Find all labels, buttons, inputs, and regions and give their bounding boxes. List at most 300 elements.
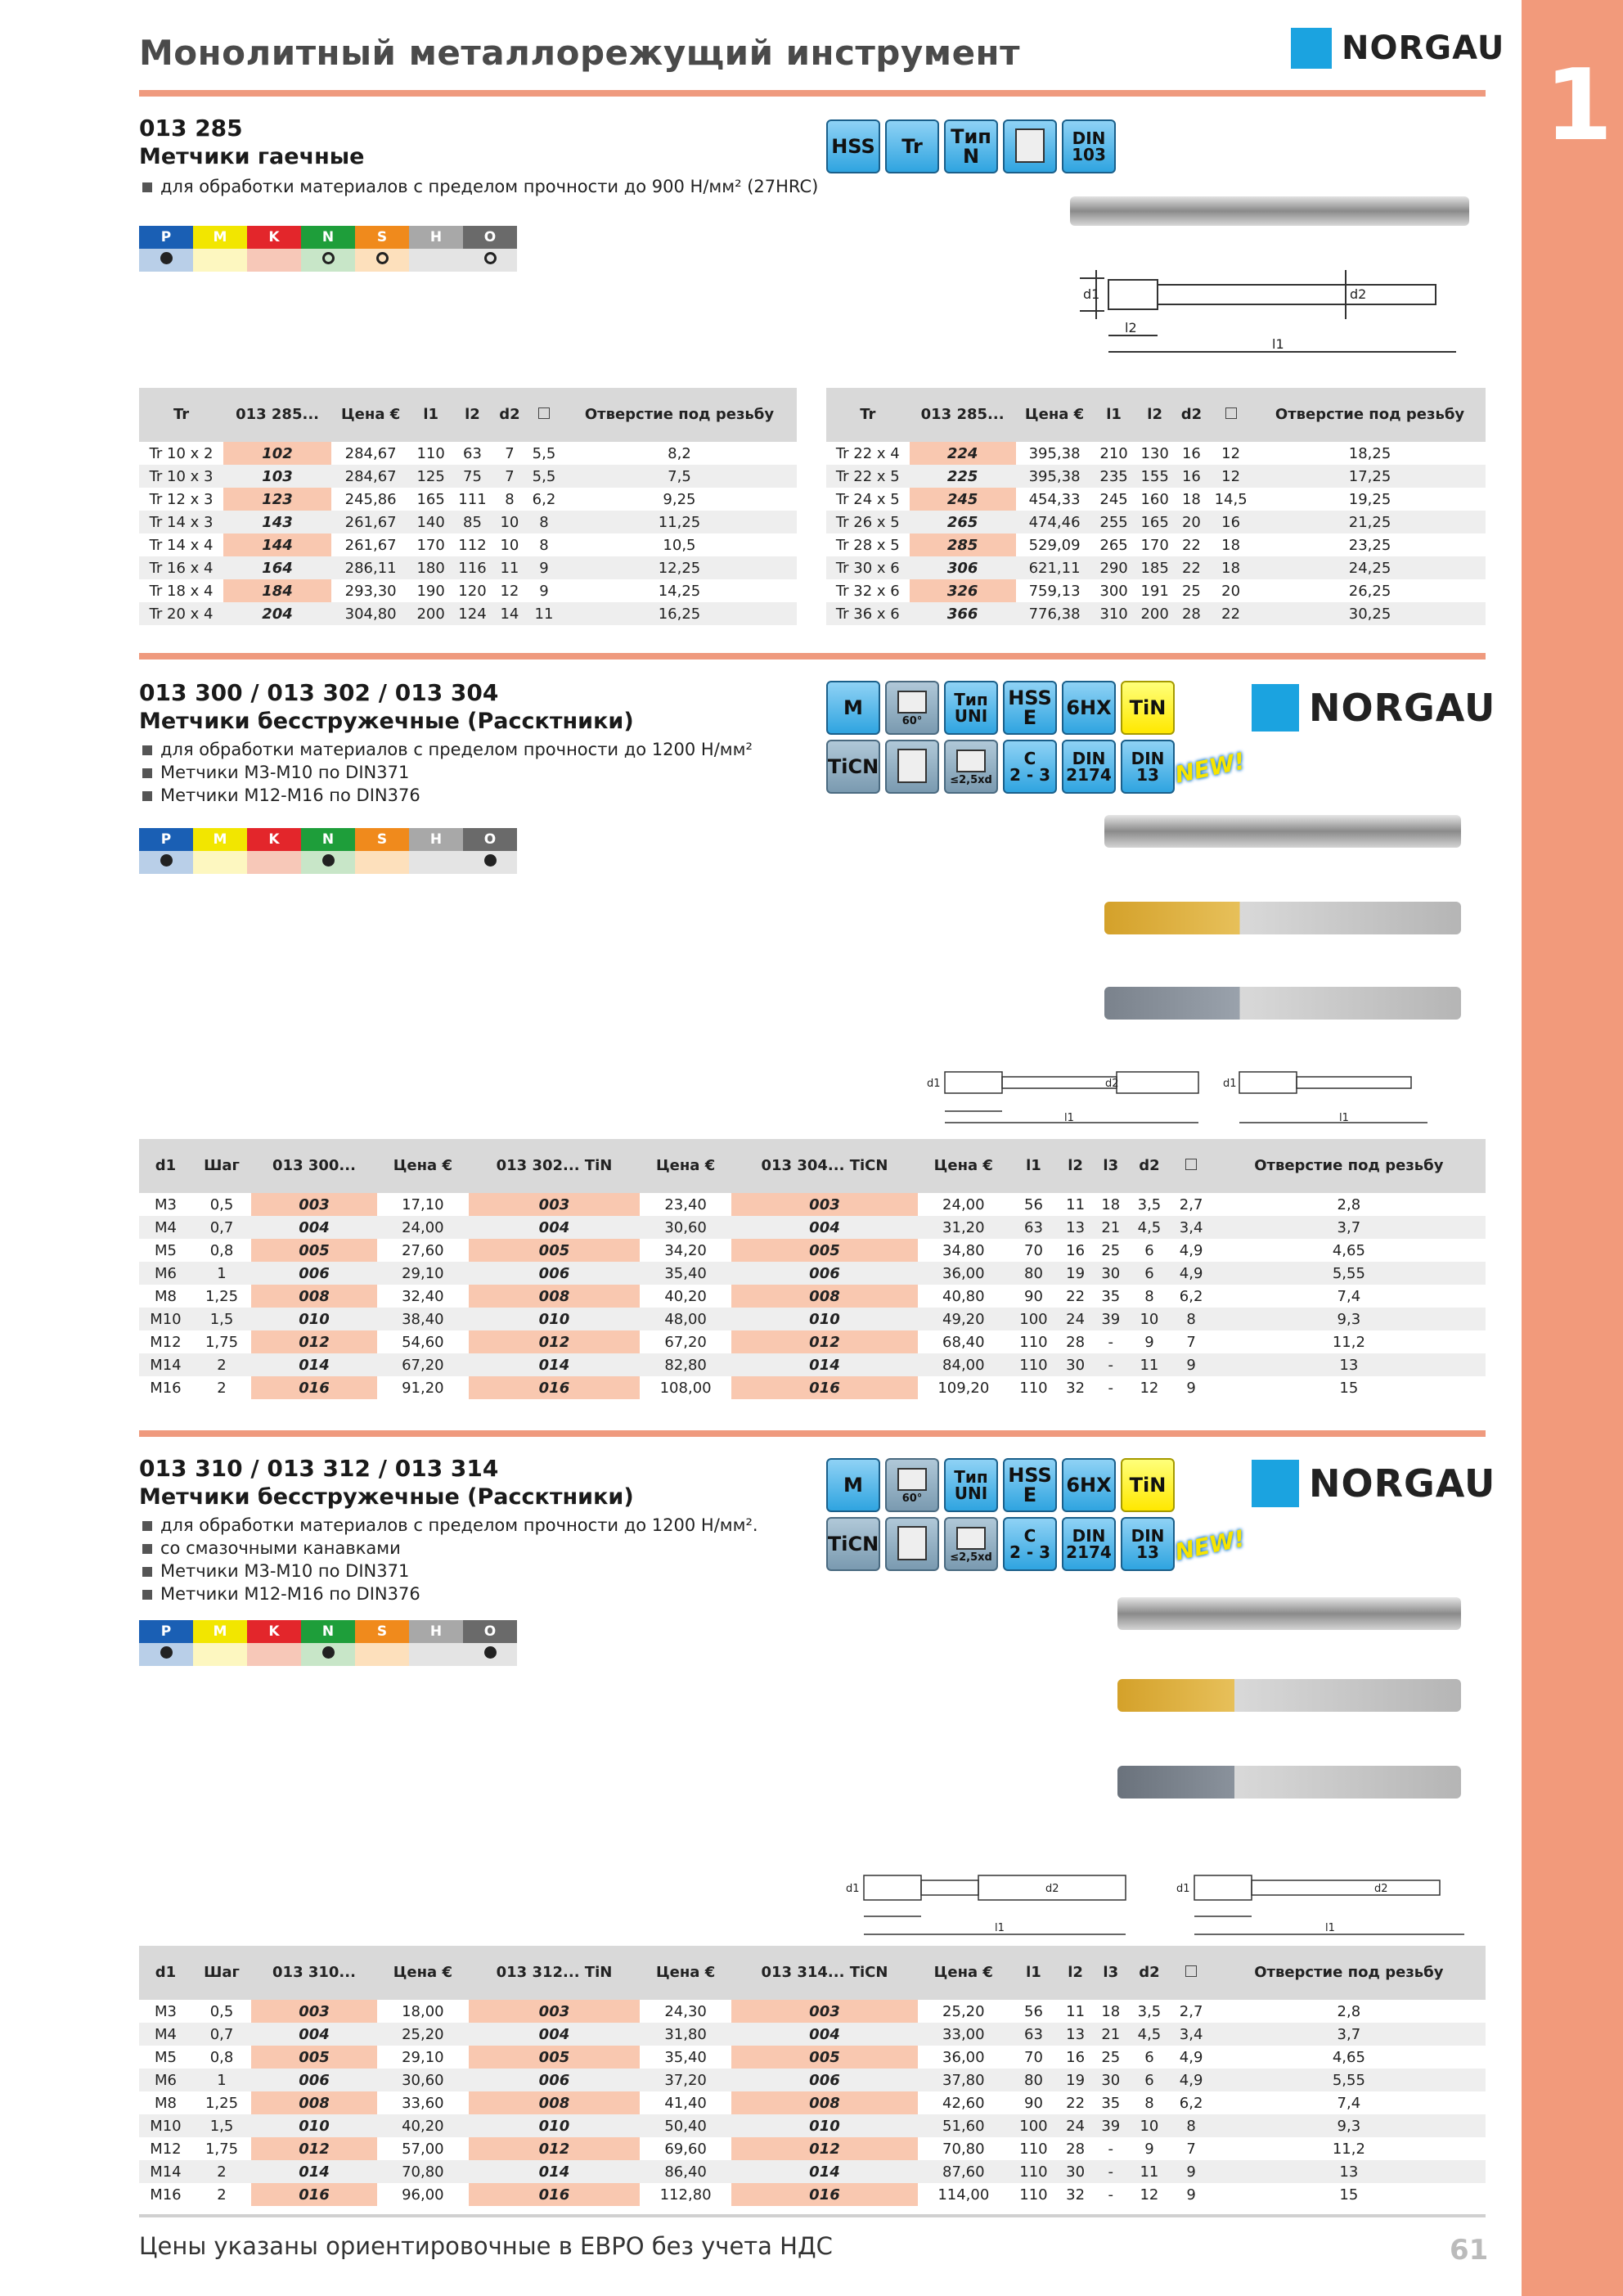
column-header: d2 [1128, 1139, 1170, 1193]
table-cell: 18,00 [402, 2002, 444, 2020]
table-cell: 7 [505, 444, 515, 462]
tool-photo-ticn [1104, 987, 1461, 1020]
table-cell: 57,00 [402, 2140, 444, 2158]
table-cell: M3 [154, 1195, 177, 1213]
feature-badge [944, 740, 998, 794]
table-cell: 5,5 [532, 444, 556, 462]
column-header: Шаг [192, 1139, 251, 1193]
feature-badge [826, 740, 880, 794]
article-code: 014 [251, 1353, 377, 1376]
badge-text: E [1023, 706, 1037, 729]
table-cell: 110 [1019, 1333, 1048, 1351]
badge-text: 60° [901, 715, 923, 727]
column-header: l1 [1094, 388, 1135, 442]
column-header: Цена € [377, 1946, 469, 2000]
table-cell: 17,10 [402, 1195, 444, 1213]
table-cell: M4 [139, 2023, 192, 2046]
article-code: 012 [251, 1330, 377, 1353]
table-cell: 31,20 [918, 1216, 1009, 1239]
table-cell: 22 [1066, 1287, 1086, 1305]
article-code: 004 [469, 2023, 640, 2046]
table-row [139, 465, 797, 488]
column-header: d2 [493, 388, 526, 442]
table-cell: 4,5 [1128, 1216, 1170, 1239]
tool-photo-ticn [1117, 1766, 1461, 1799]
table-cell: 110 [1019, 2186, 1048, 2204]
through-hole-icon [892, 746, 933, 787]
table-cell: 21 [1093, 2023, 1128, 2046]
section-title: Метчики бесстружечные (Рассктники) [139, 709, 634, 734]
table-cell: M5 [154, 1241, 177, 1259]
material-mark [409, 1643, 463, 1666]
feature-badge [885, 1458, 939, 1512]
table-cell: 11 [493, 556, 526, 579]
page-number: 61 [1450, 2234, 1489, 2267]
section-title: Метчики бесстружечные (Рассктники) [139, 1484, 634, 1510]
table-cell: 37,20 [640, 2069, 731, 2091]
table-cell: 111 [458, 490, 487, 508]
table-cell: 116 [452, 556, 493, 579]
table-cell: 2 [217, 2186, 227, 2204]
material-group-n: N [301, 828, 355, 851]
badge-text: 2174 [1066, 765, 1112, 785]
table-cell: 776,38 [1016, 602, 1094, 625]
table-cell: 0,5 [209, 1195, 234, 1213]
table-cell: 9 [1186, 2186, 1196, 2204]
feature-badge [1121, 1517, 1175, 1571]
material-group-h: H [409, 1620, 463, 1643]
table-cell: 11 [1128, 2160, 1170, 2183]
table-cell: 9 [1144, 1333, 1154, 1351]
table-cell: 6,2 [1179, 2094, 1203, 2112]
table-cell: 6 [1128, 2069, 1170, 2091]
badge-text: DIN [1131, 749, 1165, 768]
material-mark [193, 851, 247, 874]
thread-profile-icon [892, 1465, 933, 1493]
filled-dot-icon [160, 854, 173, 867]
table-cell: 18 [1221, 536, 1241, 554]
svg-text:l2: l2 [1125, 320, 1137, 335]
material-mark [139, 249, 193, 272]
article-code: 224 [910, 442, 1016, 465]
article-code: 016 [469, 2183, 640, 2206]
material-table [139, 1620, 517, 1666]
feature-badge [944, 1458, 998, 1512]
price-table [139, 1946, 1486, 2206]
badge-text: Tr [901, 135, 923, 158]
table-cell: 80 [1009, 1262, 1058, 1285]
table-cell: 191 [1140, 582, 1169, 600]
table-cell: 40,20 [664, 1287, 707, 1305]
table-cell: Tr 22 x 4 [835, 444, 900, 462]
table-cell: 38,40 [377, 1308, 469, 1330]
tool-photo-bright [1117, 1597, 1461, 1630]
table-cell: 12 [1207, 465, 1254, 488]
article-code: 005 [469, 2046, 640, 2069]
article-code: 014 [469, 2160, 640, 2183]
price-table [826, 388, 1486, 625]
column-header: l3 [1093, 1139, 1128, 1193]
table-cell: 1,75 [205, 2140, 239, 2158]
material-group-k: K [247, 226, 301, 249]
table-cell: 16 [1176, 465, 1208, 488]
table-row [139, 1285, 1486, 1308]
table-cell: 286,11 [331, 556, 410, 579]
badge-text: TiCN [827, 755, 879, 778]
note-item: для обработки материалов с пределом прочности до 1200 Н/мм². [142, 1514, 758, 1537]
table-cell: 24 [1058, 2114, 1093, 2137]
article-code: 003 [469, 1193, 640, 1216]
feature-badge [1121, 681, 1175, 735]
table-cell: 395,38 [1016, 465, 1094, 488]
table-cell: Tr 18 x 4 [149, 582, 214, 600]
table-cell: 35 [1101, 2094, 1121, 2112]
table-cell: 11 [1128, 1353, 1170, 1376]
table-cell: 6 [1128, 1262, 1170, 1285]
article-code: 014 [469, 1353, 640, 1376]
table-cell: 91,20 [402, 1379, 444, 1397]
table-cell: 4,65 [1332, 1241, 1365, 1259]
svg-text:l1: l1 [1272, 336, 1284, 352]
tool-drawing [920, 1054, 1477, 1128]
table-cell: 18,25 [1348, 444, 1391, 462]
badge-text: 6HX [1066, 1474, 1112, 1497]
table-cell: 9 [539, 582, 549, 600]
table-row [826, 465, 1486, 488]
filled-dot-icon [322, 854, 335, 867]
article-code: 003 [731, 1193, 918, 1216]
table-row [139, 1216, 1486, 1239]
section-code: 013 285 [139, 115, 243, 142]
article-code: 006 [469, 1262, 640, 1285]
table-cell: M14 [139, 2160, 192, 2183]
column-header: Tr [826, 388, 910, 442]
badge-text: 103 [1072, 145, 1106, 164]
filled-dot-icon [484, 854, 497, 867]
table-cell: 12,25 [562, 556, 797, 579]
tool-drawing [843, 1849, 1472, 1939]
table-row [139, 2137, 1486, 2160]
new-label: NEW! [1172, 747, 1248, 789]
feature-badge [1121, 1458, 1175, 1512]
table-cell: 32,40 [402, 1287, 444, 1305]
material-group-m: M [193, 1620, 247, 1643]
table-cell: - [1093, 2160, 1128, 2183]
badge-text: ≤2,5xd [950, 774, 992, 786]
table-cell: 261,67 [344, 536, 397, 554]
table-cell: 50,40 [640, 2114, 731, 2137]
table-cell: 210 [1099, 444, 1128, 462]
article-code: 003 [731, 2000, 918, 2023]
table-cell: M12 [150, 2140, 182, 2158]
table-cell: 30 [1058, 2160, 1093, 2183]
table-cell: 9 [526, 556, 562, 579]
open-circle-icon [484, 252, 497, 264]
table-cell: 18 [1101, 2002, 1121, 2020]
article-code: 005 [469, 1239, 640, 1262]
table-row [139, 556, 797, 579]
table-cell: 140 [410, 511, 452, 533]
table-cell: 10 [500, 536, 519, 554]
material-group-p: P [139, 828, 193, 851]
article-code: 016 [731, 1376, 918, 1399]
badge-text: DIN [1131, 1526, 1165, 1546]
svg-text:d1: d1 [927, 1078, 941, 1090]
column-header: 013 285... [223, 388, 331, 442]
table-cell: 108,00 [659, 1379, 712, 1397]
section-notes [142, 175, 818, 198]
table-cell: Tr 12 x 3 [149, 490, 214, 508]
feature-badge [826, 1458, 880, 1512]
table-cell: 7,5 [562, 465, 797, 488]
column-header: Отверстие под резьбу [1212, 1946, 1486, 2000]
table-cell: 24,00 [377, 1216, 469, 1239]
table-cell: 42,60 [942, 2094, 985, 2112]
material-mark [463, 1643, 517, 1666]
brand-logo: NORGAU [1252, 684, 1495, 732]
table-cell: 9 [1186, 1379, 1196, 1397]
feature-badge [1003, 1458, 1057, 1512]
material-group-o: O [463, 226, 517, 249]
tool-photo-bright [1104, 815, 1461, 848]
article-code: 008 [469, 2091, 640, 2114]
tool-drawing [1072, 254, 1472, 360]
material-table [139, 226, 517, 272]
table-cell: 6,2 [532, 490, 556, 508]
feature-badge [885, 740, 939, 794]
article-code: 004 [469, 1216, 640, 1239]
svg-text:d1: d1 [1223, 1078, 1237, 1090]
table-row [139, 1262, 1486, 1285]
column-header: l2 [452, 388, 493, 442]
table-cell: 11 [526, 602, 562, 625]
table-row [139, 1353, 1486, 1376]
table-cell: 290 [1094, 556, 1135, 579]
table-cell: 30,60 [640, 1216, 731, 1239]
article-code: 014 [731, 1353, 918, 1376]
table-cell: 5,55 [1212, 1262, 1486, 1285]
table-cell: 759,13 [1028, 582, 1081, 600]
svg-text:l1: l1 [995, 1922, 1005, 1934]
material-mark [139, 851, 193, 874]
table-cell: 82,80 [640, 1353, 731, 1376]
svg-text:d1: d1 [846, 1883, 860, 1895]
table-cell: 4,5 [1128, 2023, 1170, 2046]
table-cell: 0,8 [209, 1241, 234, 1259]
square-shank-icon [538, 407, 550, 419]
square-shank-icon [1185, 1159, 1197, 1170]
table-cell: Tr 20 x 4 [139, 602, 223, 625]
material-mark [463, 851, 517, 874]
material-group-p: P [139, 1620, 193, 1643]
blind-hole-icon [951, 1524, 991, 1552]
table-cell: 3,4 [1171, 1216, 1212, 1239]
table-cell: 16,25 [562, 602, 797, 625]
material-group-k: K [247, 828, 301, 851]
column-header: l1 [410, 388, 452, 442]
table-cell: 70,80 [942, 2140, 985, 2158]
note-item: со смазочными канавками [142, 1537, 758, 1560]
material-group-n: N [301, 226, 355, 249]
article-code: 010 [731, 2114, 918, 2137]
table-cell: 27,60 [402, 1241, 444, 1259]
table-cell: 11,2 [1332, 1333, 1365, 1351]
feature-badge [885, 1517, 939, 1571]
table-cell: 112 [458, 536, 487, 554]
table-cell: 25,20 [377, 2023, 469, 2046]
feature-badge [1003, 119, 1057, 173]
table-cell: 12 [1140, 1379, 1159, 1397]
table-cell: 22 [1176, 556, 1208, 579]
article-code: 012 [731, 1330, 918, 1353]
svg-text:d2: d2 [1350, 286, 1367, 302]
divider [139, 90, 1486, 97]
article-code: 143 [223, 511, 331, 533]
badge-text: 6HX [1066, 696, 1112, 719]
table-cell: 70,80 [377, 2160, 469, 2183]
section-code: 013 300 / 013 302 / 013 304 [139, 679, 499, 706]
table-cell: M4 [139, 1216, 192, 1239]
table-cell: 16 [1207, 511, 1254, 533]
table-cell: 19 [1058, 2069, 1093, 2091]
table-cell: 56 [1024, 2002, 1043, 2020]
table-cell: 0,8 [209, 2048, 234, 2066]
article-code: 164 [223, 556, 331, 579]
table-cell: 36,00 [942, 2048, 985, 2066]
table-row [139, 442, 797, 465]
table-row [139, 2000, 1486, 2023]
article-code: 006 [731, 2069, 918, 2091]
table-row [139, 2069, 1486, 2091]
table-cell: 3,7 [1212, 2023, 1486, 2046]
badge-text: HSS [1008, 1464, 1052, 1487]
table-cell: 4,9 [1179, 1241, 1203, 1259]
table-cell: 22 [1066, 2094, 1086, 2112]
table-cell: Tr 10 x 3 [139, 465, 223, 488]
table-cell: 4,9 [1179, 2048, 1203, 2066]
badge-text: DIN [1072, 1526, 1106, 1546]
table-row [139, 1193, 1486, 1216]
chapter-sidebar [1522, 0, 1623, 2296]
note-item: Метчики М3-М10 по DIN371 [142, 1560, 758, 1582]
tool-photo [1070, 196, 1469, 226]
article-code: 010 [251, 1308, 377, 1330]
feature-badge [826, 1517, 880, 1571]
column-header: d1 [139, 1946, 192, 2000]
badge-text: UNI [954, 706, 988, 726]
table-cell: Tr 16 x 4 [139, 556, 223, 579]
column-header: l2 [1058, 1946, 1093, 2000]
table-cell: 8 [1144, 1287, 1154, 1305]
table-cell: 32 [1066, 2186, 1086, 2204]
article-code: 006 [251, 2069, 377, 2091]
table-cell: 19 [1058, 1262, 1093, 1285]
article-code: 006 [251, 1262, 377, 1285]
table-cell: 124 [452, 602, 493, 625]
table-cell: 40,20 [377, 2114, 469, 2137]
table-cell: 110 [1009, 2160, 1058, 2183]
feature-badge [885, 681, 939, 735]
column-header [1171, 1139, 1212, 1193]
table-cell: 30 [1058, 1353, 1093, 1376]
badge-text: 2 - 3 [1009, 765, 1051, 785]
square-shank-icon [1185, 1965, 1197, 1977]
table-cell: 8 [505, 490, 515, 508]
table-cell: Tr 32 x 6 [835, 582, 900, 600]
table-cell: 395,38 [1028, 444, 1081, 462]
column-header: Отверстие под резьбу [562, 388, 797, 442]
table-cell: 125 [410, 465, 452, 488]
through-hole-icon [892, 1524, 933, 1564]
svg-text:l1: l1 [1325, 1922, 1335, 1934]
table-cell: 130 [1140, 444, 1169, 462]
feature-badge [1003, 681, 1057, 735]
feature-badges [826, 119, 1116, 173]
material-group-s: S [355, 828, 409, 851]
table-cell: 529,09 [1028, 536, 1081, 554]
table-cell: 1 [192, 1262, 251, 1285]
section-notes [142, 1514, 758, 1605]
table-cell: 1,5 [192, 1308, 251, 1330]
table-cell: 7 [1186, 1333, 1196, 1351]
divider [139, 653, 1486, 660]
table-cell: 160 [1140, 490, 1169, 508]
table-cell: 8 [526, 511, 562, 533]
table-cell: - [1108, 1379, 1114, 1397]
badge-text: UNI [954, 1483, 988, 1503]
note-item: для обработки материалов с пределом прочности до 900 Н/мм² (27HRC) [142, 175, 818, 198]
table-cell: 109,20 [937, 1379, 990, 1397]
open-circle-icon [376, 252, 389, 264]
table-row [139, 2091, 1486, 2114]
table-cell: 30 [1093, 2069, 1128, 2091]
table-cell: 170 [1140, 536, 1169, 554]
svg-text:d2: d2 [1105, 1078, 1119, 1090]
feature-badges [826, 1458, 1191, 1571]
table-cell: Tr 36 x 6 [826, 602, 910, 625]
table-cell: 474,46 [1016, 511, 1094, 533]
table-cell: 22 [1207, 602, 1254, 625]
material-group-m: M [193, 226, 247, 249]
article-code: 225 [910, 465, 1016, 488]
column-header: l1 [1009, 1946, 1058, 2000]
material-mark [409, 851, 463, 874]
material-group-n: N [301, 1620, 355, 1643]
table-row [826, 556, 1486, 579]
table-cell: 68,40 [942, 1333, 985, 1351]
badge-text: N [962, 145, 980, 168]
tool-photo-tin [1104, 902, 1461, 934]
table-row [139, 511, 797, 533]
table-cell: 185 [1135, 556, 1176, 579]
table-cell: 114,00 [937, 2186, 990, 2204]
table-cell: 15 [1339, 2186, 1359, 2204]
table-cell: 245 [1099, 490, 1128, 508]
table-cell: 19,25 [1348, 490, 1391, 508]
table-cell: 39 [1093, 2114, 1128, 2137]
article-code: 285 [910, 533, 1016, 556]
svg-text:d2: d2 [1374, 1883, 1388, 1895]
column-header: Tr [139, 388, 223, 442]
table-cell: 1,25 [205, 1287, 239, 1305]
table-cell: 67,20 [664, 1333, 707, 1351]
column-header: Цена € [640, 1139, 731, 1193]
table-cell: 180 [410, 556, 452, 579]
table-cell: - [1108, 1333, 1114, 1351]
badge-text: 13 [1136, 1542, 1159, 1562]
table-cell: 9,3 [1212, 2114, 1486, 2137]
table-cell: 10 [493, 511, 526, 533]
